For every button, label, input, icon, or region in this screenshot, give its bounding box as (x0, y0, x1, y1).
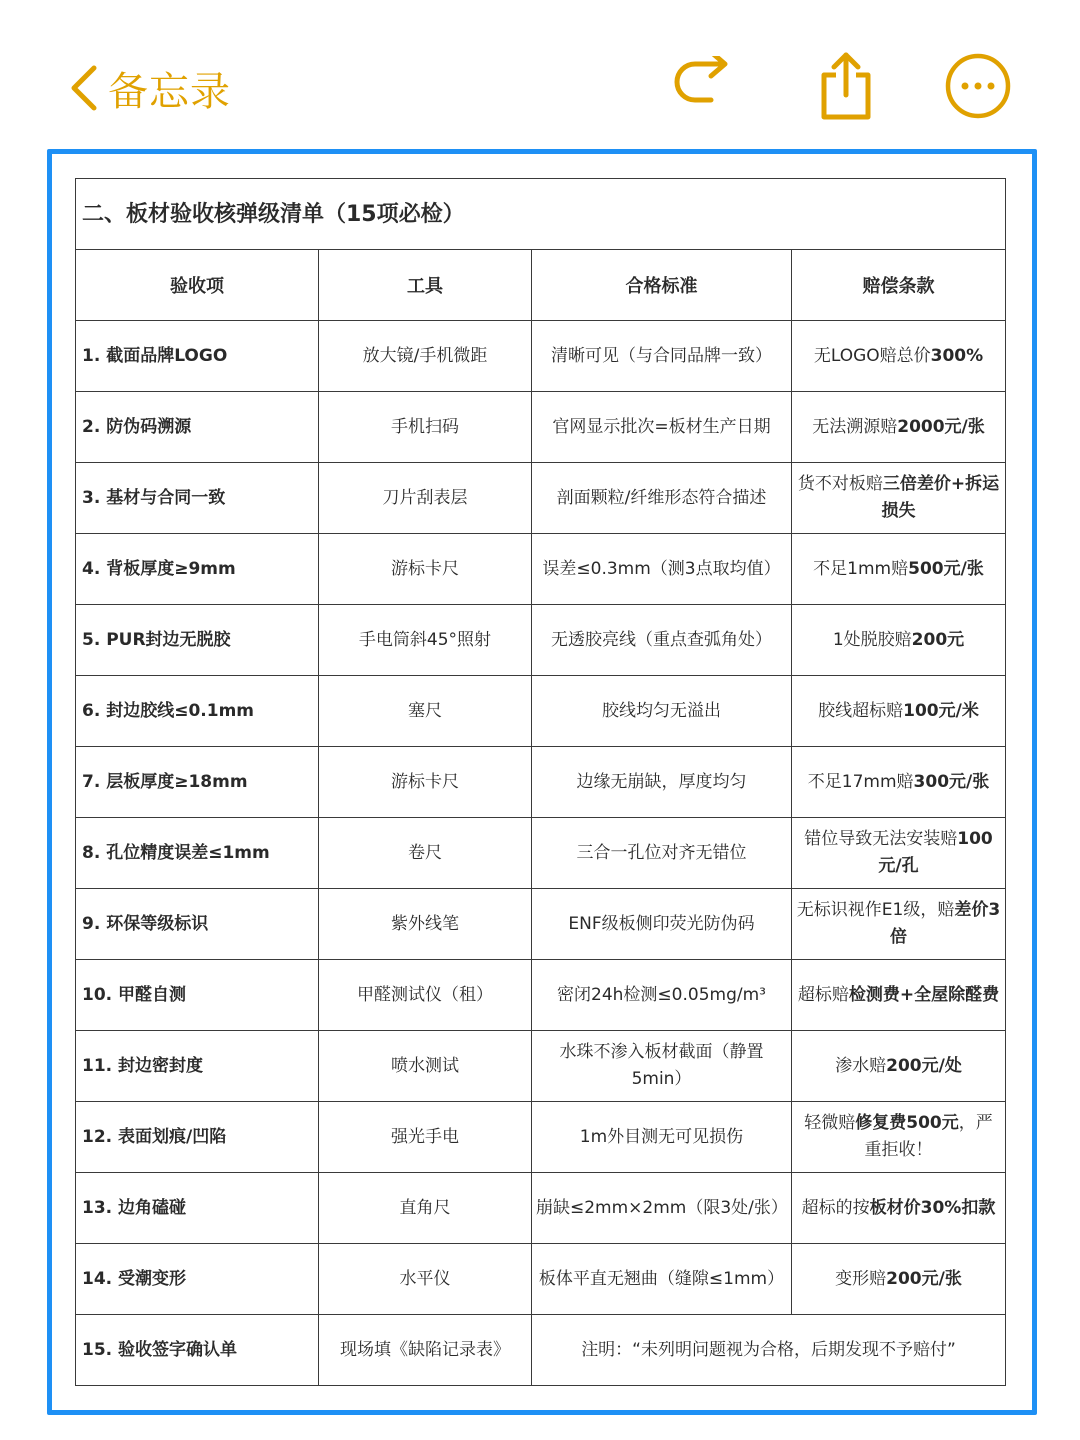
table-row (76, 747, 1006, 818)
back-label: 备忘录 (108, 68, 231, 115)
cell-item: 5. PUR封边无脱胶 (76, 605, 319, 676)
cell-tool: 直角尺 (319, 1173, 532, 1244)
compensation-amount: 检测费+全屋除醛费 (848, 984, 1000, 1005)
cell-tool: 游标卡尺 (319, 534, 532, 605)
table-row (76, 818, 1006, 889)
cell-item: 12. 表面划痕/凹陷 (76, 1102, 319, 1173)
sheet-title: 二、板材验收核弹级清单（15项必检） (76, 179, 1006, 250)
compensation-amount: 修复费500元 (855, 1113, 959, 1133)
cell-standard: ENF级板侧印荧光防伪码 (532, 889, 792, 960)
more-icon (944, 52, 1012, 124)
compensation-text: 不足1mm赔 (813, 558, 909, 579)
header-standard: 合格标准 (532, 250, 792, 321)
cell-item: 3. 基材与合同一致 (76, 463, 319, 534)
table-row (76, 676, 1006, 747)
cell-item: 9. 环保等级标识 (76, 889, 319, 960)
header-row (76, 250, 1006, 321)
cell-tool: 水平仪 (319, 1244, 532, 1315)
cell-compensation (792, 960, 1006, 1031)
cell-tool: 现场填《缺陷记录表》 (319, 1315, 532, 1386)
back-button[interactable] (68, 60, 231, 116)
compensation-amount: 200元/处 (886, 1055, 962, 1076)
compensation-text: 无LOGO赔总价 (813, 345, 931, 366)
compensation-amount: 100元/孔 (878, 829, 993, 876)
compensation-text: 轻微赔 (804, 1113, 856, 1133)
cell-tool: 放大镜/手机微距 (319, 321, 532, 392)
cell-tool: 喷水测试 (319, 1031, 532, 1102)
compensation-text: 渗水赔 (835, 1055, 887, 1076)
compensation-text: 1处脱胶赔 (832, 629, 912, 650)
table-row (76, 392, 1006, 463)
cell-compensation (792, 889, 1006, 960)
compensation-text: 错位导致无法安装赔 (804, 829, 958, 849)
compensation-text: 超标赔 (797, 984, 849, 1005)
table-row (76, 889, 1006, 960)
header-item: 验收项 (76, 250, 319, 321)
chevron-left-icon (68, 64, 100, 112)
cell-standard: 无透胶亮线（重点查弧角处） (532, 605, 792, 676)
redo-button[interactable] (664, 52, 736, 124)
cell-item: 11. 封边密封度 (76, 1031, 319, 1102)
compensation-text: 无标识视作E1级，赔 (796, 900, 955, 920)
compensation-amount: 2000元/张 (897, 416, 985, 437)
cell-compensation (792, 605, 1006, 676)
cell-item: 4. 背板厚度≥9mm (76, 534, 319, 605)
table-row (76, 534, 1006, 605)
cell-tool: 甲醛测试仪（租） (319, 960, 532, 1031)
cell-compensation (792, 463, 1006, 534)
compensation-text: 超标的按 (801, 1197, 870, 1218)
cell-standard: 1m外目测无可见损伤 (532, 1102, 792, 1173)
cell-item: 1. 截面品牌LOGO (76, 321, 319, 392)
cell-tool: 游标卡尺 (319, 747, 532, 818)
table-row (76, 605, 1006, 676)
cell-note: 注明：“未列明问题视为合格，后期发现不予赔付” (532, 1315, 1006, 1386)
table-row-last (76, 1315, 1006, 1386)
cell-standard: 三合一孔位对齐无错位 (532, 818, 792, 889)
cell-tool: 强光手电 (319, 1102, 532, 1173)
cell-standard: 密闭24h检测≤0.05mg/m³ (532, 960, 792, 1031)
cell-compensation (792, 818, 1006, 889)
cell-item: 13. 边角磕碰 (76, 1173, 319, 1244)
cell-standard: 官网显示批次=板材生产日期 (532, 392, 792, 463)
table-row (76, 960, 1006, 1031)
compensation-amount: 300% (930, 345, 984, 366)
cell-tool: 手电筒斜45°照射 (319, 605, 532, 676)
cell-item: 8. 孔位精度误差≤1mm (76, 818, 319, 889)
compensation-text: 无法溯源赔 (812, 416, 898, 437)
compensation-amount: 200元/张 (886, 1268, 962, 1289)
compensation-amount: 500元/张 (908, 558, 984, 579)
table-row (76, 1173, 1006, 1244)
cell-compensation (792, 676, 1006, 747)
cell-standard: 边缘无崩缺，厚度均匀 (532, 747, 792, 818)
compensation-amount: 三倍差价+拆运损失 (881, 474, 1000, 521)
cell-item: 14. 受潮变形 (76, 1244, 319, 1315)
table-row (76, 1102, 1006, 1173)
cell-compensation (792, 392, 1006, 463)
more-button[interactable] (942, 52, 1014, 124)
compensation-text-tail: ，严重拒收！ (864, 1113, 993, 1160)
table-row (76, 463, 1006, 534)
cell-standard: 崩缺≤2mm×2mm（限3处/张） (532, 1173, 792, 1244)
cell-standard: 胶线均匀无溢出 (532, 676, 792, 747)
title-row (76, 179, 1006, 250)
cell-item: 2. 防伪码溯源 (76, 392, 319, 463)
cell-standard: 水珠不渗入板材截面（静置5min） (532, 1031, 792, 1102)
share-button[interactable] (810, 52, 882, 124)
compensation-text: 货不对板赔 (797, 474, 883, 494)
cell-tool: 塞尺 (319, 676, 532, 747)
compensation-text: 变形赔 (835, 1268, 887, 1289)
cell-compensation (792, 1031, 1006, 1102)
checklist-table (75, 178, 1006, 1386)
cell-compensation (792, 321, 1006, 392)
cell-standard: 清晰可见（与合同品牌一致） (532, 321, 792, 392)
table-row (76, 1031, 1006, 1102)
cell-standard: 板体平直无翘曲（缝隙≤1mm） (532, 1244, 792, 1315)
cell-standard: 剖面颗粒/纤维形态符合描述 (532, 463, 792, 534)
cell-compensation (792, 1173, 1006, 1244)
cell-compensation (792, 534, 1006, 605)
share-icon (816, 51, 876, 125)
compensation-amount: 200元 (911, 629, 965, 650)
cell-compensation (792, 1102, 1006, 1173)
cell-tool: 紫外线笔 (319, 889, 532, 960)
cell-item: 15. 验收签字确认单 (76, 1315, 319, 1386)
table-row (76, 321, 1006, 392)
cell-standard: 误差≤0.3mm（测3点取均值） (532, 534, 792, 605)
compensation-amount: 300元/张 (913, 771, 990, 792)
redo-icon (667, 56, 733, 120)
cell-compensation (792, 747, 1006, 818)
compensation-amount: 差价3倍 (890, 900, 1001, 947)
navigation-bar (0, 0, 1080, 150)
cell-tool: 手机扫码 (319, 392, 532, 463)
cell-tool: 卷尺 (319, 818, 532, 889)
cell-compensation (792, 1244, 1006, 1315)
header-compensation: 赔偿条款 (792, 250, 1006, 321)
header-tool: 工具 (319, 250, 532, 321)
cell-tool: 刀片刮表层 (319, 463, 532, 534)
cell-item: 10. 甲醛自测 (76, 960, 319, 1031)
cell-item: 7. 层板厚度≥18mm (76, 747, 319, 818)
compensation-amount: 100元/米 (903, 700, 979, 721)
cell-item: 6. 封边胶线≤0.1mm (76, 676, 319, 747)
compensation-text: 不足17mm赔 (807, 771, 914, 792)
compensation-text: 胶线超标赔 (818, 700, 904, 721)
table-row (76, 1244, 1006, 1315)
compensation-amount: 板材价30%扣款 (869, 1197, 996, 1218)
